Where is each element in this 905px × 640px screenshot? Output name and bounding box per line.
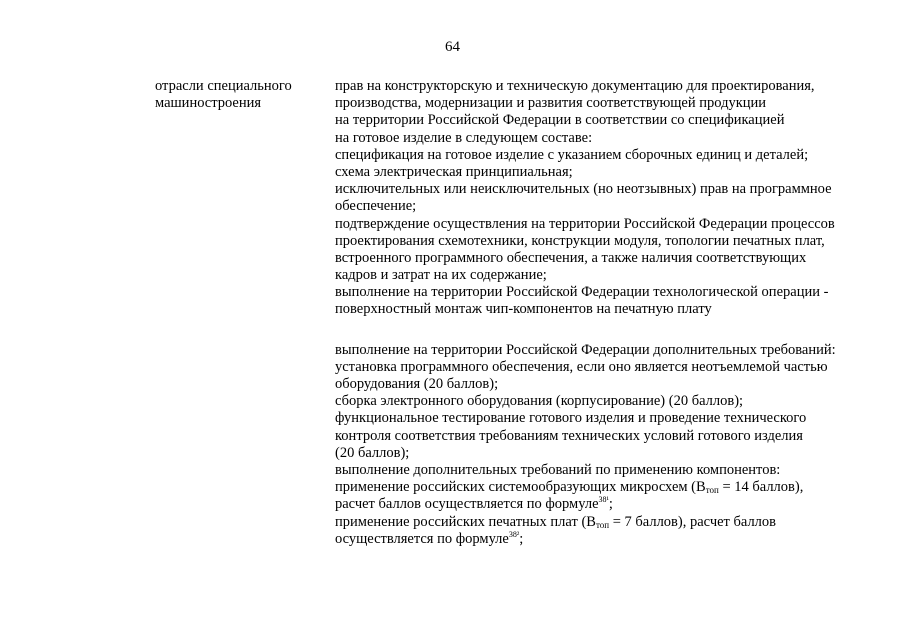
microchip-requirement <box>335 479 875 496</box>
text-line: спецификация на готовое изделие с указанием сборочных единиц и деталей; <box>335 146 809 163</box>
footnote-reference: 38² <box>508 529 520 539</box>
text-fragment: = 7 баллов), расчет баллов <box>609 513 777 530</box>
text-line: контроля соответствия требованиям технических условий готового изделия <box>335 427 803 444</box>
category-line: отрасли специального <box>155 78 292 94</box>
text-line: поверхностный монтаж чип-компонентов на печатную плату <box>335 301 712 318</box>
text-line: встроенного программного обеспечения, а также наличия соответствующих <box>335 249 807 266</box>
paragraph-gap <box>335 319 875 342</box>
text-line: оборудования (20 баллов); <box>335 376 499 392</box>
text-line: установка программного обеспечения, если оно является неотъемлемой частью <box>335 358 828 375</box>
text-line: производства, модернизации и развития соответствующей продукции <box>335 95 767 112</box>
text-line: (20 баллов); <box>335 444 410 461</box>
footnote-reference: 38¹ <box>598 495 609 505</box>
pcb-formula-line <box>335 531 875 548</box>
text-line: прав на конструкторскую и техническую документацию для проектирования, <box>335 78 815 94</box>
text-line: функциональное тестирование готового изделия и проведение технического <box>335 410 807 427</box>
text-fragment: ; <box>608 496 613 513</box>
text-line: обеспечение; <box>335 198 417 215</box>
text-fragment: = 14 баллов), <box>718 479 804 496</box>
text-line: подтверждение осуществления на территории Российской Федерации процессов <box>335 215 835 232</box>
text-fragment: ; <box>519 530 524 547</box>
text-line: на территории Российской Федерации в соответствии со спецификацией <box>335 112 785 129</box>
category-line: машиностроения <box>155 95 262 112</box>
text-line: сборка электронного оборудования (корпусирование) (20 баллов); <box>335 393 744 410</box>
text-line: на готовое изделие в следующем составе: <box>335 129 593 146</box>
text-fragment: расчет баллов осуществляется по формуле <box>335 496 599 513</box>
text-line: выполнение на территории Российской Федерации технологической операции - <box>335 284 829 301</box>
subscript-index: топ <box>705 485 719 496</box>
requirements-block-additional <box>335 342 875 548</box>
text-line: кадров и затрат на их содержание; <box>335 267 547 284</box>
text-line: проектирования схемотехники, конструкции модуля, топологии печатных плат, <box>335 232 825 249</box>
text-line: схема электрическая принципиальная; <box>335 163 573 180</box>
requirements-block-main <box>335 78 875 319</box>
text-fragment: осуществляется по формуле <box>335 530 509 547</box>
text-line: исключительных или неисключительных (но неотзывных) прав на программное <box>335 181 832 198</box>
pcb-requirement <box>335 514 875 531</box>
subscript-index: топ <box>595 519 610 530</box>
category-column <box>155 78 325 112</box>
text-fragment: применение российских системообразующих микросхем (B <box>335 479 706 496</box>
microchip-formula-line <box>335 496 875 513</box>
page-number: 64 <box>445 39 460 55</box>
requirements-column <box>335 78 875 548</box>
text-line: выполнение на территории Российской Федерации дополнительных требований: <box>335 341 836 358</box>
text-line: выполнение дополнительных требований по применению компонентов: <box>335 461 781 478</box>
text-fragment: применение российских печатных плат (B <box>335 513 596 530</box>
